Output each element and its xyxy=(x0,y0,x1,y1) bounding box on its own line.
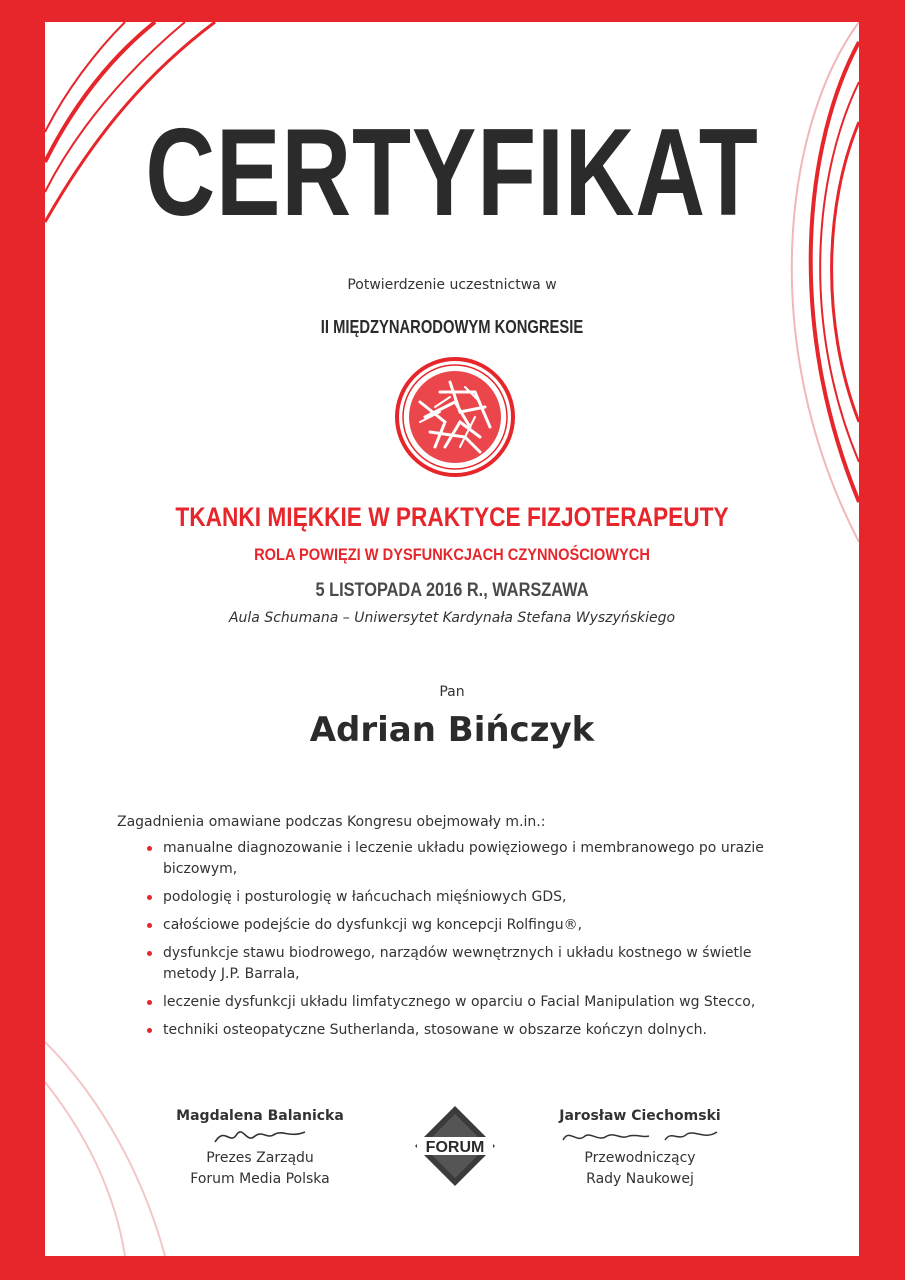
topic-text: techniki osteopatyczne Sutherlanda, stosowane w obszarze kończyn dolnych. xyxy=(163,1022,707,1038)
list-item xyxy=(147,943,807,985)
recipient-salutation: Pan xyxy=(439,684,465,700)
topic-text: całościowe podejście do dysfunkcji wg koncepcji Rolfingu®, xyxy=(163,917,583,933)
bullet-icon xyxy=(147,951,152,956)
signature-block-right xyxy=(515,1108,765,1190)
bullet-icon xyxy=(147,923,152,928)
signatory-org: Forum Media Polska xyxy=(190,1171,330,1187)
signatory-name: Jarosław Ciechomski xyxy=(559,1108,721,1124)
topic-text: manualne diagnozowanie i leczenie układu powięziowego i membranowego po urazie biczowym, xyxy=(163,840,764,877)
list-item xyxy=(147,1020,807,1041)
recipient-name: Adrian Bińczyk xyxy=(309,710,595,750)
topic-text: dysfunkcje stawu biodrowego, narządów wewnętrznych i układu kostnego w świetle metody J.P. Barrala, xyxy=(163,945,752,982)
topics-intro: Zagadnienia omawiane podczas Kongresu obejmowały m.in.: xyxy=(117,814,546,830)
congress-emblem-icon xyxy=(390,352,520,482)
list-item xyxy=(147,838,807,880)
forum-logo xyxy=(413,1104,497,1188)
bullet-icon xyxy=(147,1000,152,1005)
forum-logo-text: FORUM xyxy=(425,1139,485,1156)
signature-block-left xyxy=(135,1108,385,1190)
confirmation-text: Potwierdzenie uczestnictwa w xyxy=(347,277,557,293)
event-title: TKANKI MIĘKKIE W PRAKTYCE FIZJOTERAPEUTY xyxy=(175,502,729,532)
list-item xyxy=(147,992,807,1013)
topic-text: leczenie dysfunkcji układu limfatycznego w oparciu o Facial Manipulation wg Stecco, xyxy=(163,994,756,1010)
event-date-place: 5 LISTOPADA 2016 R., WARSZAWA xyxy=(315,580,589,601)
event-subtitle: ROLA POWIĘZI W DYSFUNKCJACH CZYNNOŚCIOWYCH xyxy=(254,545,650,564)
list-item xyxy=(147,915,807,936)
signatory-org: Rady Naukowej xyxy=(586,1171,694,1187)
event-venue: Aula Schumana – Uniwersytet Kardynała Stefana Wyszyńskiego xyxy=(228,610,676,626)
bullet-icon xyxy=(147,846,152,851)
signature-scribble-icon xyxy=(555,1124,725,1148)
bullet-icon xyxy=(147,1028,152,1033)
bullet-icon xyxy=(147,895,152,900)
congress-heading: II MIĘDZYNARODOWYM KONGRESIE xyxy=(320,317,584,337)
signatory-role: Prezes Zarządu xyxy=(206,1150,314,1166)
certificate-title: CERTYFIKAT xyxy=(145,104,759,242)
list-item xyxy=(147,887,807,908)
certificate-body xyxy=(45,22,859,1256)
topic-text: podologię i posturologię w łańcuchach mięśniowych GDS, xyxy=(163,889,567,905)
signatory-role: Przewodniczący xyxy=(584,1150,696,1166)
topics-list xyxy=(117,838,807,1041)
signature-scribble-icon xyxy=(205,1124,315,1148)
topics-section xyxy=(117,814,807,1048)
signatory-name: Magdalena Balanicka xyxy=(176,1108,344,1124)
